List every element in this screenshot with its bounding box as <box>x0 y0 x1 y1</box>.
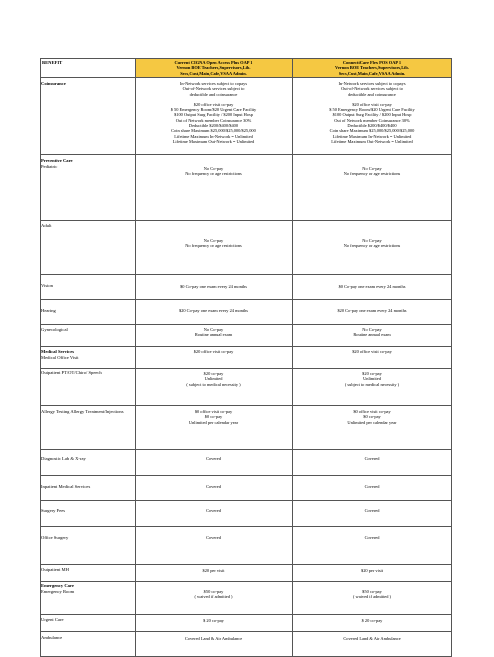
benefit-section-title: Emergency Care <box>41 583 74 588</box>
benefit-label-cell <box>40 615 135 631</box>
benefit-label-cell <box>40 582 135 614</box>
table-row <box>40 275 452 300</box>
connecticare-value-line: Deductible $200/$400/$400 <box>347 123 397 129</box>
connecticare-plan-header <box>292 59 452 77</box>
connecticare-plan-cell <box>292 406 452 449</box>
connecticare-plan-cell <box>292 527 452 564</box>
benefit-name: Gynecological <box>41 327 68 332</box>
cigna-value-line: $20 per visit <box>202 568 225 573</box>
benefit-name: Outpatient PT/OT/Chiro/ Speech <box>41 370 102 375</box>
table-row <box>40 565 452 582</box>
benefit-label-cell <box>40 369 135 405</box>
cigna-value-line: $20 co-pay <box>203 371 224 376</box>
connecticare-plan-cell <box>292 300 452 324</box>
cigna-plan-cell <box>135 325 292 346</box>
cigna-value-line: Out-of-Network services subject to <box>182 86 245 92</box>
benefit-name: Surgery Fees <box>41 508 66 513</box>
table-column-divider <box>40 58 41 657</box>
cigna-value-line: $100 Output Surg Facility / $200 Input Hosp <box>174 112 253 118</box>
cigna-value-line: In-Network services subject to copays <box>179 81 248 86</box>
cigna-value-line: No frequency or age restrictions <box>185 171 242 177</box>
connecticare-value-line: Covered <box>364 508 380 513</box>
benefit-name: Diagnostic Lab & X-ray <box>41 456 86 461</box>
connecticare-value-line: Coin share Maximum $25,000/$25,000/$25,000 <box>329 128 415 134</box>
cigna-value-line: $ 20 co-pay <box>203 618 224 623</box>
connecticare-plan-cell <box>292 275 452 299</box>
connecticare-value-line: $0 office visit co-pay <box>353 409 391 414</box>
table-row <box>40 221 452 275</box>
benefit-column-header: BENEFIT <box>42 60 63 65</box>
benefit-label-cell <box>40 406 135 449</box>
cigna-plan-cell <box>135 450 292 475</box>
connecticare-plan-cell <box>292 565 452 581</box>
connecticare-value-line: deductible and coinsurance <box>348 91 396 97</box>
benefit-section-title: Preventive Care <box>41 158 73 163</box>
connecticare-plan-cell <box>292 501 452 526</box>
table-row <box>40 615 452 632</box>
table-row <box>40 300 452 325</box>
connecticare-plan-cell <box>292 476 452 500</box>
connecticare-value-line: No frequency or age restrictions <box>343 243 401 249</box>
connecticare-value-line: No Co-pay <box>362 238 382 243</box>
cigna-plan-cell <box>135 406 292 449</box>
benefit-label-cell <box>40 527 135 564</box>
benefit-label-cell <box>40 501 135 526</box>
cigna-value-line: Covered <box>206 508 221 513</box>
cigna-value-line: Unlimited per calendar year <box>188 419 239 425</box>
cigna-value-line: Covered <box>206 484 221 489</box>
connecticare-value-line: No Co-pay <box>362 327 382 332</box>
table-column-divider <box>451 58 452 657</box>
connecticare-value-line: $100 Output Surg Facility / $200 Input Hosp <box>332 112 412 118</box>
connecticare-plan-cell <box>292 155 452 220</box>
table-row <box>40 78 452 155</box>
connecticare-value-line: Covered <box>364 535 380 540</box>
connecticare-value-line: Covered <box>364 484 380 489</box>
benefit-label-cell <box>40 275 135 299</box>
table-row <box>40 369 452 406</box>
connecticare-value-line: Out-of-Network services subject to <box>341 86 403 92</box>
connecticare-value-line: $20 Co-pay one exam every 24 months <box>337 308 407 313</box>
benefit-name: Emergency Room <box>41 588 75 594</box>
benefit-name: Medical Office Visit <box>41 354 79 360</box>
table-row <box>40 632 452 657</box>
cigna-plan-cell <box>135 221 292 274</box>
connecticare-plan-cell <box>292 632 452 656</box>
connecticare-value-line: Unlimited <box>363 376 381 382</box>
cigna-value-line: Coin share Maximum $25,000/$25,000/$25,000 <box>171 128 256 134</box>
benefit-section-title: Medical Services <box>41 349 75 354</box>
cigna-value-line: $0 Co-pay one exam every 24 months <box>180 284 247 289</box>
cigna-value-line: Deductible $200/$400/$400 <box>188 123 239 129</box>
benefit-name: Outpatient MH <box>41 567 69 572</box>
cigna-value-line: No Co-pay <box>203 166 224 171</box>
cigna-value-line: No frequency or age restrictions <box>185 243 242 249</box>
cigna-value-line: Covered <box>206 456 221 461</box>
connecticare-value-line: Lifetime Maximum Out-Network = Unlimited <box>331 138 413 144</box>
cigna-value-line: Out of Network member Coinsurance 30% <box>175 117 252 123</box>
connecticare-value-line: $0 Co-pay one exam every 24 months <box>338 284 406 289</box>
benefit-label-cell <box>40 565 135 581</box>
benefit-comparison-table <box>40 58 452 657</box>
benefit-label-cell <box>40 325 135 346</box>
cigna-value-line: ( subject to medical necessity ) <box>186 381 241 387</box>
benefit-name: Adult <box>41 223 52 228</box>
benefit-label-cell <box>40 347 135 368</box>
cigna-value-line: Covered Land & Air Ambulance <box>184 636 243 641</box>
cigna-value-line: Routine annual exam <box>194 332 233 338</box>
benefit-label-cell <box>40 155 135 220</box>
cigna-value-line: Lifetime Maximum In-Network = Unlimited <box>174 133 253 139</box>
connecticare-value-line: In-Network services subject to copays <box>338 81 406 86</box>
cigna-plan-cell <box>135 369 292 405</box>
benefit-label-cell <box>40 221 135 274</box>
benefit-name: Inpatient Medical Services <box>41 484 91 489</box>
cigna-plan-cell <box>135 615 292 631</box>
connecticare-value-line: $50 co-pay <box>362 589 382 594</box>
cigna-value-line: $ 50 Emergency Room/$20 Urgent Care Facility <box>170 107 257 113</box>
benefit-name: Ambulance <box>41 635 63 640</box>
cigna-plan-header <box>135 59 292 77</box>
cigna-plan-cell <box>135 155 292 220</box>
cigna-value-line: No Co-pay <box>203 238 224 243</box>
cigna-value-line: $20 office visit co-pay <box>193 349 234 354</box>
cigna-plan-cell <box>135 476 292 500</box>
cigna-value-line: Unlimited <box>204 376 223 382</box>
cigna-plan-cell <box>135 275 292 299</box>
header-row <box>40 58 452 78</box>
connecticare-value-line: No frequency or age restrictions <box>343 171 401 177</box>
benefit-name: Vision <box>41 283 53 288</box>
connecticare-value-line: $20 co-pay <box>362 371 382 376</box>
cigna-value-line: No Co-pay <box>203 327 224 332</box>
cigna-header-line: Vernon BOE Teachers,Supervisors,Lib. <box>176 65 251 71</box>
benefit-label-cell <box>40 300 135 324</box>
table-row <box>40 527 452 565</box>
connecticare-header-line: Vernon BOE Teachers,Supervisors,Lib. <box>335 65 409 71</box>
benefit-name: Hearing <box>41 308 56 313</box>
connecticare-plan-cell <box>292 78 452 154</box>
cigna-plan-cell <box>135 527 292 564</box>
table-row <box>40 325 452 347</box>
connecticare-plan-cell <box>292 221 452 274</box>
connecticare-value-line: Out of Network member Coinsurance 30% <box>334 117 410 123</box>
benefit-name: Urgent Care <box>41 617 64 622</box>
connecticare-value-line: $0 co-pay <box>363 414 381 420</box>
cigna-value-line: Covered <box>206 535 221 540</box>
cigna-header-line: Current CIGNA Open Access Plus OAP 1 <box>174 60 253 65</box>
benefit-name: Allergy Testing Allergy Treatment/Injections <box>41 409 124 414</box>
table-row <box>40 406 452 450</box>
connecticare-value-line: Covered <box>364 456 380 461</box>
connecticare-value-line: $20 per visit <box>361 568 383 573</box>
connecticare-value-line: ( subject to medical necessity ) <box>344 381 400 387</box>
connecticare-plan-cell <box>292 450 452 475</box>
connecticare-value-line: Lifetime Maximum In-Network = Unlimited <box>332 133 412 139</box>
cigna-value-line: $50 co-pay <box>203 589 224 594</box>
cigna-value-line: $20 office visit co-pay <box>193 101 234 107</box>
benefit-name: Pediatric <box>41 163 58 169</box>
table-row <box>40 501 452 527</box>
table-row <box>40 450 452 476</box>
cigna-plan-cell <box>135 78 292 154</box>
connecticare-plan-cell <box>292 347 452 368</box>
connecticare-value-line: Routine annual exam <box>353 332 391 338</box>
cigna-plan-cell <box>135 582 292 614</box>
table-column-divider <box>292 58 293 657</box>
connecticare-header-line: ConnectiCare Flex POS OAP 1 <box>342 60 402 65</box>
cigna-value-line: Lifetime Maximum Out-Network = Unlimited <box>172 138 255 144</box>
cigna-value-line: $0 office visit co-pay <box>194 409 233 414</box>
connecticare-plan-cell <box>292 369 452 405</box>
connecticare-plan-cell <box>292 582 452 614</box>
cigna-plan-cell <box>135 300 292 324</box>
cigna-plan-cell <box>135 632 292 656</box>
connecticare-value-line: Unlimited per calendar year <box>347 419 397 425</box>
table-column-divider <box>135 58 136 657</box>
benefit-label-cell <box>40 450 135 475</box>
table-row <box>40 347 452 369</box>
table-row <box>40 476 452 501</box>
benefit-label-cell <box>40 78 135 154</box>
cigna-value-line: ( waived if admitted ) <box>194 594 233 600</box>
cigna-value-line: $20 Co-pay one exam every 24 months <box>178 308 248 313</box>
table-row <box>40 582 452 615</box>
cigna-value-line: $0 co-pay <box>204 414 223 420</box>
connecticare-value-line: $ 20 co-pay <box>361 618 383 623</box>
connecticare-value-line: ( waived if admitted ) <box>352 594 392 600</box>
cigna-plan-cell <box>135 501 292 526</box>
connecticare-header-line: Secs,Cust,Main,Cafe,VSAA Admin. <box>338 70 406 76</box>
cigna-plan-cell <box>135 347 292 368</box>
cigna-header-line: Secs,Cust,Main,Cafe,VSAA Admin. <box>180 70 247 76</box>
benefit-label-cell <box>40 632 135 656</box>
cigna-plan-cell <box>135 565 292 581</box>
connecticare-value-line: $20 office visit co-pay <box>352 349 392 354</box>
table-row <box>40 155 452 221</box>
benefit-label-cell <box>40 476 135 500</box>
benefit-name: Office Surgery <box>41 535 69 540</box>
benefit-section-title: Coinsurance <box>41 81 66 86</box>
cigna-value-line: deductible and coinsurance <box>189 91 238 97</box>
connecticare-value-line: $20 office visit co-pay <box>352 101 392 107</box>
connecticare-value-line: $ 50 Emergency Room/$20 Urgent Care Facility <box>329 107 415 113</box>
connecticare-value-line: Covered Land & Air Ambulance <box>343 636 401 641</box>
connecticare-plan-cell <box>292 325 452 346</box>
connecticare-plan-cell <box>292 615 452 631</box>
connecticare-value-line: No Co-pay <box>362 166 382 171</box>
